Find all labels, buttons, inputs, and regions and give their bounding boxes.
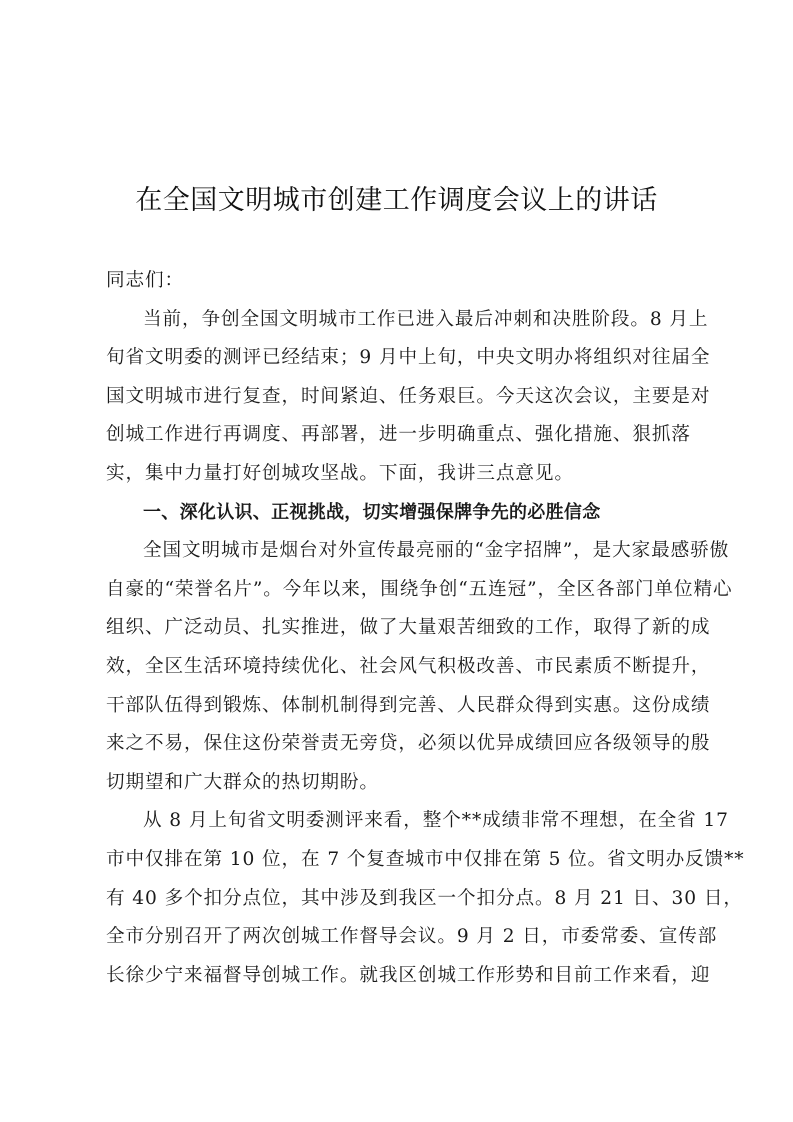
paragraph-line: 从 8 月上旬省文明委测评来看，整个**成绩非常不理想，在全省 17 [143, 810, 729, 832]
paragraph-line: 全市分别召开了两次创城工作督导会议。9 月 2 日，市委常委、宣传部 [106, 926, 718, 948]
paragraph-line: 当前，争创全国文明城市工作已进入最后冲刺和决胜阶段。8 月上 [143, 308, 709, 330]
paragraph-line: 全国文明城市是烟台对外宣传最亮丽的“金字招牌”，是大家最感骄傲 [143, 540, 730, 562]
paragraph-line: 组织、广泛动员、扎实推进，做了大量艰苦细致的工作，取得了新的成 [106, 617, 711, 639]
paragraph-line: 旬省文明委的测评已经结束；9 月中上旬，中央文明办将组织对往届全 [106, 347, 711, 369]
paragraph-line: 有 40 多个扣分点位，其中涉及到我区一个扣分点。8 月 21 日、30 日， [106, 887, 743, 909]
paragraph-line: 市中仅排在第 10 位，在 7 个复查城市中仅排在第 5 位。省文明办反馈** [106, 848, 745, 870]
paragraph-evaluation [106, 802, 745, 995]
section-heading-1: 一、深化认识、正视挑战，切实增强保牌争先的必胜信念 [143, 501, 601, 523]
paragraph-line: 长徐少宁来福督导创城工作。就我区创城工作形势和目前工作来看，迎 [106, 964, 711, 986]
paragraph-line: 实，集中力量打好创城攻坚战。下面，我讲三点意见。 [106, 462, 574, 484]
paragraph-line: 干部队伍得到锻炼、体制机制得到完善、人民群众得到实惠。这份成绩 [106, 694, 711, 716]
paragraph-line: 国文明城市进行复查，时间紧迫、任务艰巨。今天这次会议，主要是对 [106, 385, 711, 407]
paragraph-line: 自豪的“荣誉名片”。今年以来，围绕争创“五连冠”，全区各部门单位精心 [106, 578, 733, 600]
paragraph-line: 创城工作进行再调度、再部署，进一步明确重点、强化措施、狠抓落 [106, 424, 691, 446]
paragraph-line: 效，全区生活环境持续优化、社会风气积极改善、市民素质不断提升， [106, 655, 711, 677]
document-body [106, 262, 745, 995]
paragraph-honor [106, 532, 733, 802]
paragraph-line: 来之不易，保住这份荣誉责无旁贷，必须以优异成绩回应各级领导的殷 [106, 733, 711, 755]
document-title: 在全国文明城市创建工作调度会议上的讲话 [135, 185, 658, 216]
salutation: 同志们： [106, 270, 184, 291]
paragraph-line: 切期望和广大群众的热切期盼。 [106, 771, 379, 793]
paragraph-intro [106, 301, 711, 494]
